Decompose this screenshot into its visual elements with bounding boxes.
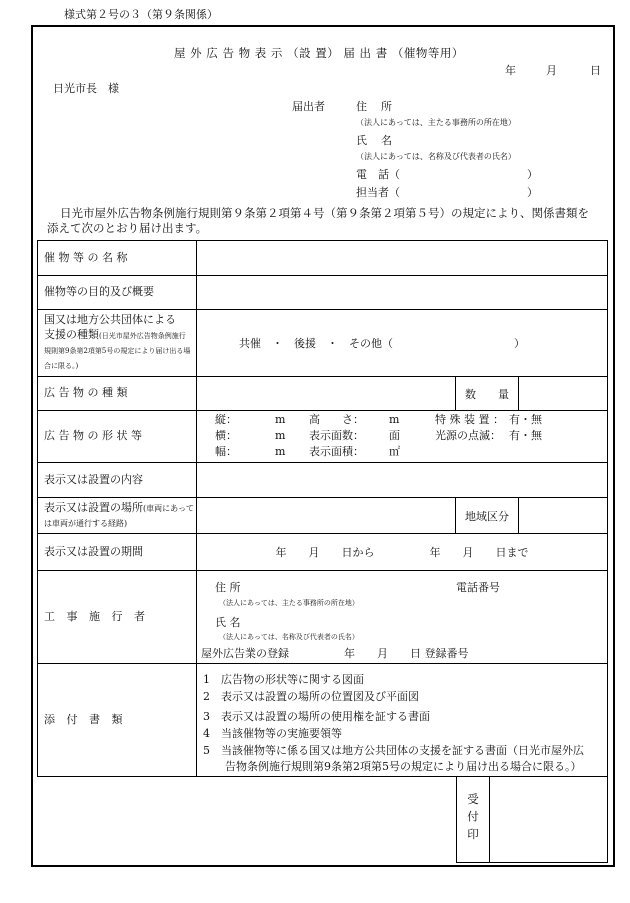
quantity-label: 数 量: [465, 387, 509, 401]
support-kind-label: 国又は地方公共団体による 支援の種類(日光市屋外広告物条例施行規則第9条第2項第5号の規定により届け出る場合に限る。): [44, 313, 191, 370]
event-purpose-field[interactable]: [197, 276, 607, 309]
shape-row-0-b: 高 さ：: [309, 413, 364, 426]
attachments-list: [197, 664, 607, 776]
display-content-field[interactable]: [197, 463, 607, 497]
contractor-address-label: 住 所: [215, 581, 241, 594]
shape-row-0-b_unit: m: [389, 413, 400, 426]
contractor-phone-label: 電話番号: [456, 581, 500, 594]
intro-line-2: 添えて次のとおり届け出ます。: [47, 221, 208, 235]
quantity-field[interactable]: [519, 377, 607, 410]
attachment-item: 4 当該催物等の実施要領等: [203, 727, 342, 740]
area-zone-label: 地域区分: [465, 509, 509, 523]
contractor-address-note: （法人にあっては、主たる事務所の所在地）: [219, 599, 359, 607]
date-year: 年: [505, 64, 516, 77]
shape-row-2-a_unit: m: [275, 445, 286, 458]
attachment-item: 告物条例施行規則第9条第2項第5号の規定により届け出る場合に限る。）: [203, 760, 582, 773]
applicant-contact-close: ）: [527, 186, 538, 199]
applicant-label: 届出者: [292, 100, 325, 113]
event-name-label: 催 物 等 の 名 称: [44, 250, 128, 264]
ad-shape-fields[interactable]: [197, 411, 607, 462]
contractor-label: 工 事 施 行 者: [44, 609, 149, 623]
form-number: 様式第２号の３（第９条関係）: [64, 8, 218, 21]
display-period-field[interactable]: 年 月 日から 年 月 日まで: [275, 546, 529, 559]
event-name-field[interactable]: [197, 241, 607, 275]
ad-shape-label: 広 告 物 の 形 状 等: [44, 429, 142, 443]
attachment-item: 5 当該催物等に係る国又は地方公共団体の支援を証する書面（日光市屋外広: [203, 744, 584, 757]
contractor-name-note: （法人にあっては、名称及び代表者の氏名）: [219, 633, 359, 641]
display-content-label: 表示又は設置の内容: [44, 472, 143, 486]
shape-row-1-a: 横：: [215, 429, 237, 442]
shape-row-2-b: 表示面積：: [309, 445, 364, 458]
shape-row-0-a: 縦：: [215, 413, 237, 426]
form-title: 屋 外 広 告 物 表 示 （設 置） 届 出 書 （催物等用）: [174, 46, 464, 60]
intro-line-1: 日光市屋外広告物条例施行規則第９条第２項第４号（第９条第２項第５号）の規定により、関係書類を: [60, 206, 589, 220]
reception-stamp-box: [490, 777, 607, 862]
attachment-item: 1 広告物の形状等に関する図面: [203, 673, 364, 686]
display-place-field[interactable]: [197, 498, 455, 533]
addressee: 日光市長 様: [53, 82, 119, 95]
applicant-contact-label: 担当者（: [356, 186, 400, 199]
applicant-name-note: （法人にあっては、名称及び代表者の氏名）: [356, 152, 516, 161]
applicant-phone-close: ）: [527, 168, 538, 181]
support-options[interactable]: 共催 ・ 後援 ・ その他（ ）: [239, 337, 525, 350]
date-month: 月: [546, 64, 557, 77]
ad-kind-label: 広 告 物 の 種 類: [44, 386, 128, 400]
shape-row-0-c_val: 有・無: [509, 413, 542, 426]
area-zone-field[interactable]: [519, 498, 607, 533]
reception-stamp-label: 受付印: [466, 793, 480, 846]
attachment-item: 3 表示又は設置の場所の使用権を証する書面: [203, 710, 430, 723]
applicant-name-label: 氏名: [356, 134, 406, 147]
attachments-label: 添 付 書 類: [44, 712, 127, 726]
shape-row-1-c: 光源の点滅：: [435, 429, 501, 442]
shape-row-1-c_val: 有・無: [509, 429, 542, 442]
contractor-fields[interactable]: [197, 571, 607, 663]
display-period-label: 表示又は設置の期間: [44, 544, 143, 558]
contractor-registration: 屋外広告業の登録 年 月 日 登録番号: [201, 647, 469, 660]
shape-row-0-c: 特 殊 装 置 ：: [435, 413, 504, 426]
attachment-item: 2 表示又は設置の場所の位置図及び平面図: [203, 690, 419, 703]
shape-row-1-a_unit: m: [275, 429, 286, 442]
ad-kind-field[interactable]: [197, 377, 455, 410]
contractor-name-label: 氏 名: [215, 616, 241, 629]
applicant-phone-label: 電 話（: [356, 168, 400, 181]
shape-row-1-b: 表示面数：: [309, 429, 364, 442]
shape-row-2-a: 幅：: [215, 445, 237, 458]
display-place-label: 表示又は設置の場所(車両にあっては車両が通行する経路): [44, 500, 195, 528]
shape-row-0-a_unit: m: [275, 413, 286, 426]
shape-row-1-b_unit: 面: [389, 429, 400, 442]
applicant-address-note: （法人にあっては、主たる事務所の所在地）: [356, 118, 516, 127]
date-day: 日: [590, 64, 601, 77]
applicant-address-label: 住所: [356, 100, 406, 113]
shape-row-2-b_unit: ㎡: [389, 445, 400, 458]
event-purpose-label: 催物等の目的及び概要: [44, 285, 154, 299]
